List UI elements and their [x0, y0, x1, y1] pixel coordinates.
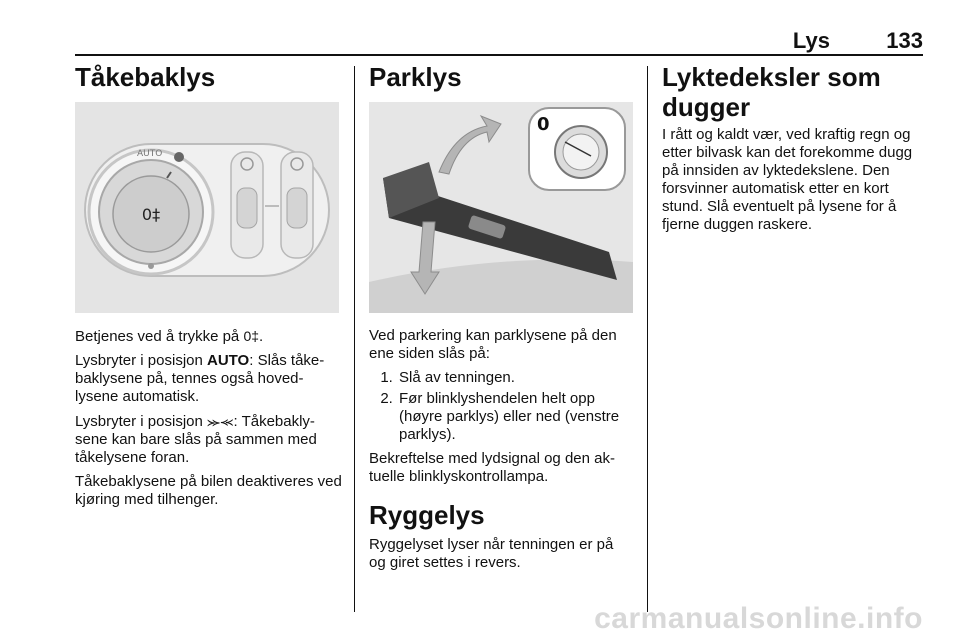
paragraph: I rått og kaldt vær, ved kraftig regn og etter bilvask kan det forekomme dugg på innsiden av lyktedekslene. Den forsvinner automatisk etter en kort stund. Slå eventuelt på lysene for å fjerne duggen raskere.: [662, 126, 913, 233]
text: Betjenes ved å trykke på: [75, 328, 244, 345]
paragraph: [75, 412, 343, 467]
text: : Slås tåke-baklysene på, tennes også hoved-lysene automatisk.: [75, 352, 325, 405]
section-heading: Ryggelys: [369, 500, 485, 530]
svg-text:0‡: 0‡: [141, 205, 161, 224]
turn-signal-lever-figure: [369, 102, 633, 313]
list-item: 2. Før blinklyshendelen helt opp (høyre parklys) eller ned (venstre parklys).: [397, 390, 633, 444]
light-switch-figure: [75, 102, 339, 313]
section-fog-rear-light: [75, 62, 343, 515]
auto-label: AUTO: [137, 149, 163, 159]
paragraph: Ryggelyset lyser når tenningen er på og giret settes i revers.: [369, 536, 614, 571]
text: Lysbryter i posisjon: [75, 352, 207, 369]
fog-lamp-icon: 0‡: [243, 328, 260, 344]
auto-keyword: AUTO: [207, 352, 250, 369]
section-heading: Tåkebaklys: [75, 62, 216, 92]
text: .: [259, 328, 264, 345]
paragraph: Bekreftelse med lydsignal og den ak-tuelle blinklyskontrollampa.: [369, 450, 615, 485]
column-divider-right: [647, 66, 648, 612]
list-item: 1. Slå av tenningen.: [397, 369, 633, 387]
page-number: 133: [886, 28, 923, 53]
paragraph: [75, 352, 343, 406]
section-misted-lamp-covers: [662, 62, 926, 240]
front-fog-lamp-icon: ⪼⪻: [207, 413, 234, 429]
section-heading: Parklys: [369, 62, 462, 92]
text: : Tåkebakly-sene kan bare slås på sammen med tåkelysene foran.: [75, 413, 317, 466]
watermark: carmanualsonline.info: [594, 602, 923, 635]
step-list: [369, 369, 633, 444]
header-title: Lys: [792, 28, 830, 53]
column-divider-left: [354, 66, 355, 612]
section-heading: Lyktedeksler som dugger: [662, 62, 881, 122]
paragraph: Ved parkering kan parklysene på den ene siden slås på:: [369, 327, 617, 362]
paragraph: [75, 327, 343, 346]
section-parking-lights: [369, 62, 633, 578]
text: Lysbryter i posisjon: [75, 413, 207, 430]
header-rule: [75, 54, 923, 56]
paragraph: Tåkebaklysene på bilen deaktiveres ved kjøring med tilhenger.: [75, 473, 342, 508]
position-zero-label: 0: [537, 114, 550, 135]
